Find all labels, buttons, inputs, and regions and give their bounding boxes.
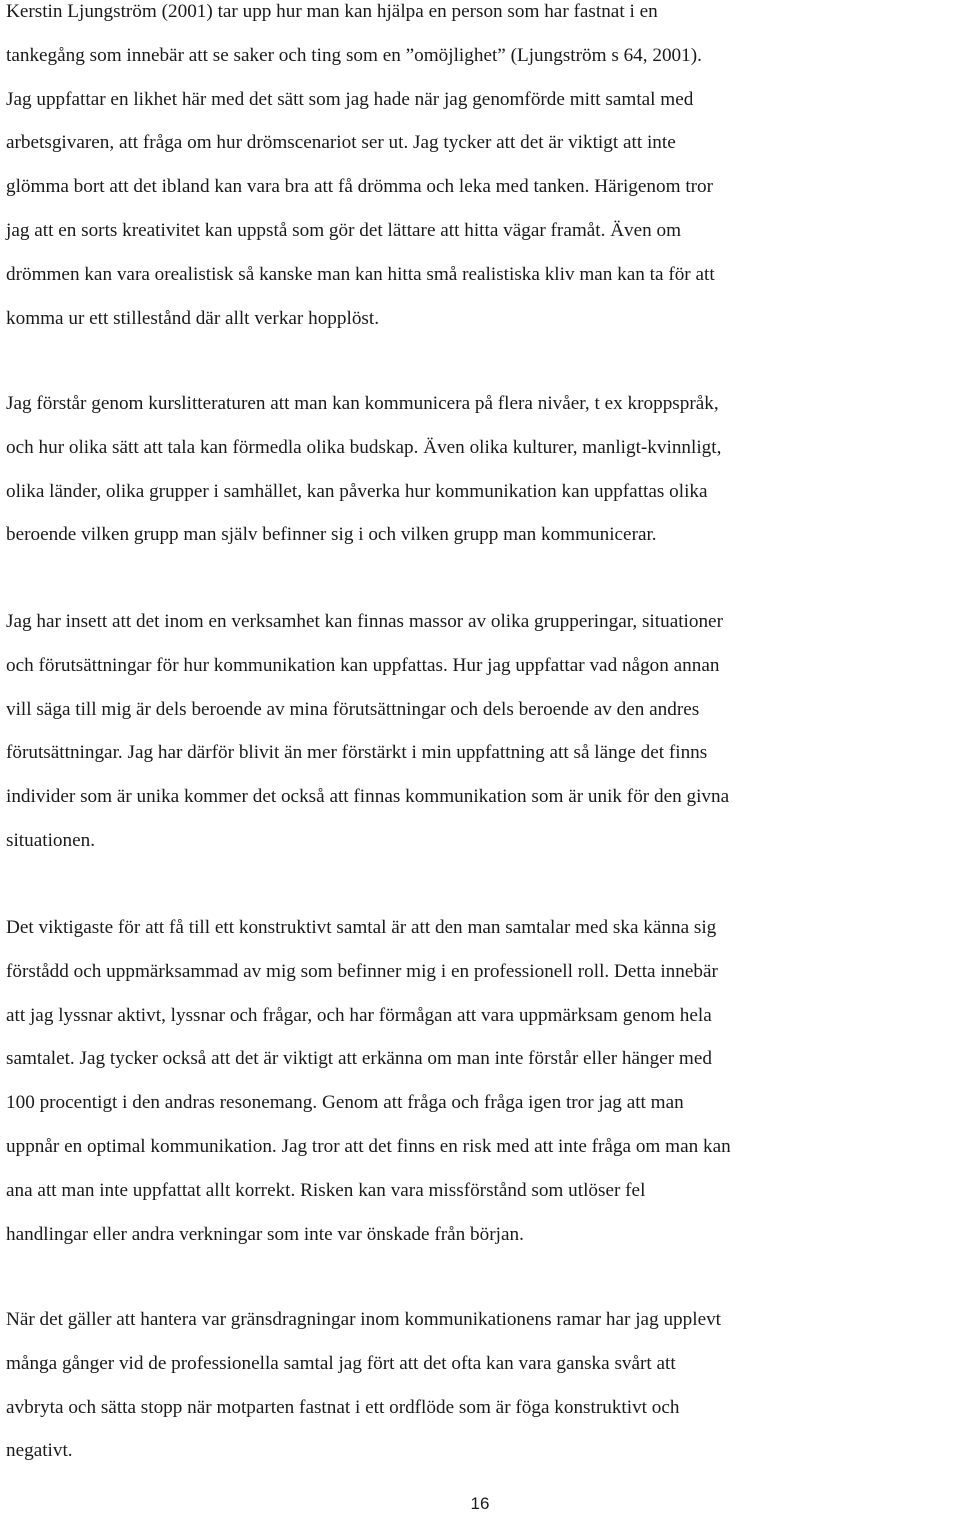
text-line: När det gäller att hantera var gränsdragningar inom kommunikationens ramar har jag upplevt <box>6 1309 722 1330</box>
text-line: situationen. <box>6 829 95 851</box>
text-line: olika länder, olika grupper i samhället, kan påverka hur kommunikation kan uppfattas olika <box>6 480 708 502</box>
text-line: beroende vilken grupp man själv befinner sig i och vilken grupp man kommunicerar. <box>6 524 657 546</box>
text-line: jag att en sorts kreativitet kan uppstå som gör det lättare att hitta vägar framåt. Även om <box>6 219 682 241</box>
text-line: 100 procentigt i den andras resonemang. Genom att fråga och fråga igen tror jag att man <box>6 1092 684 1114</box>
paragraph-1 <box>6 0 715 340</box>
text-line: Kerstin Ljungström (2001) tar upp hur man kan hjälpa en person som har fastnat i en <box>6 1 658 22</box>
text-line: negativt. <box>6 1440 73 1462</box>
text-line: arbetsgivaren, att fråga om hur drömscenariot ser ut. Jag tycker att det är viktigt att inte <box>6 132 676 154</box>
text-line: och hur olika sätt att tala kan förmedla olika budskap. Även olika kulturer, manligt-kvinnligt, <box>6 436 722 458</box>
text-line: Det viktigaste för att få till ett konstruktivt samtal är att den man samtalar med ska känna sig <box>6 917 717 938</box>
text-line: och förutsättningar för hur kommunikation kan uppfattas. Hur jag uppfattar vad någon annan <box>6 654 720 676</box>
text-line: Jag har insett att det inom en verksamhet kan finnas massor av olika grupperingar, situationer <box>6 611 723 632</box>
text-line: uppnår en optimal kommunikation. Jag tror att det finns en risk med att inte fråga om man kan <box>6 1135 731 1157</box>
text-line: tankegång som innebär att se saker och ting som en ”omöjlighet” (Ljungström s 64, 2001). <box>6 44 702 66</box>
text-line: Jag uppfattar en likhet här med det sätt som jag hade när jag genomförde mitt samtal med <box>6 88 694 110</box>
paragraph-3 <box>6 600 729 863</box>
text-line: glömma bort att det ibland kan vara bra att få drömma och leka med tanken. Härigenom tror <box>6 176 714 198</box>
paragraph-2 <box>6 382 721 557</box>
paragraph-4 <box>6 906 731 1256</box>
page-number: 16 <box>470 1494 490 1513</box>
paragraph-5 <box>6 1298 721 1473</box>
text-line: att jag lyssnar aktivt, lyssnar och frågar, och har förmågan att vara uppmärksam genom hela <box>6 1004 712 1026</box>
text-line: drömmen kan vara orealistisk så kanske man kan hitta små realistiska kliv man kan ta för att <box>6 263 715 285</box>
text-line: många gånger vid de professionella samtal jag fört att det ofta kan vara ganska svårt att <box>6 1352 676 1374</box>
text-line: Jag förstår genom kurslitteraturen att man kan kommunicera på flera nivåer, t ex kroppspråk, <box>6 393 719 414</box>
text-line: komma ur ett stillestånd där allt verkar hopplöst. <box>6 307 380 329</box>
text-line: vill säga till mig är dels beroende av mina förutsättningar och dels beroende av den andres <box>6 698 700 720</box>
text-line: ana att man inte uppfattat allt korrekt. Risken kan vara missförstånd som utlöser fel <box>6 1179 646 1201</box>
text-line: avbryta och sätta stopp när motparten fastnat i ett ordflöde som är föga konstruktivt och <box>6 1396 680 1418</box>
text-line: förstådd och uppmärksammad av mig som befinner mig i en professionell roll. Detta innebär <box>6 960 718 982</box>
text-line: förutsättningar. Jag har därför blivit än mer förstärkt i min uppfattning att så länge det finns <box>6 742 708 764</box>
text-line: samtalet. Jag tycker också att det är viktigt att erkänna om man inte förstår eller hänger med <box>6 1048 712 1070</box>
text-line: handlingar eller andra verkningar som inte var önskade från början. <box>6 1223 524 1245</box>
text-line: individer som är unika kommer det också att finnas kommunikation som är unik för den givna <box>6 786 730 808</box>
